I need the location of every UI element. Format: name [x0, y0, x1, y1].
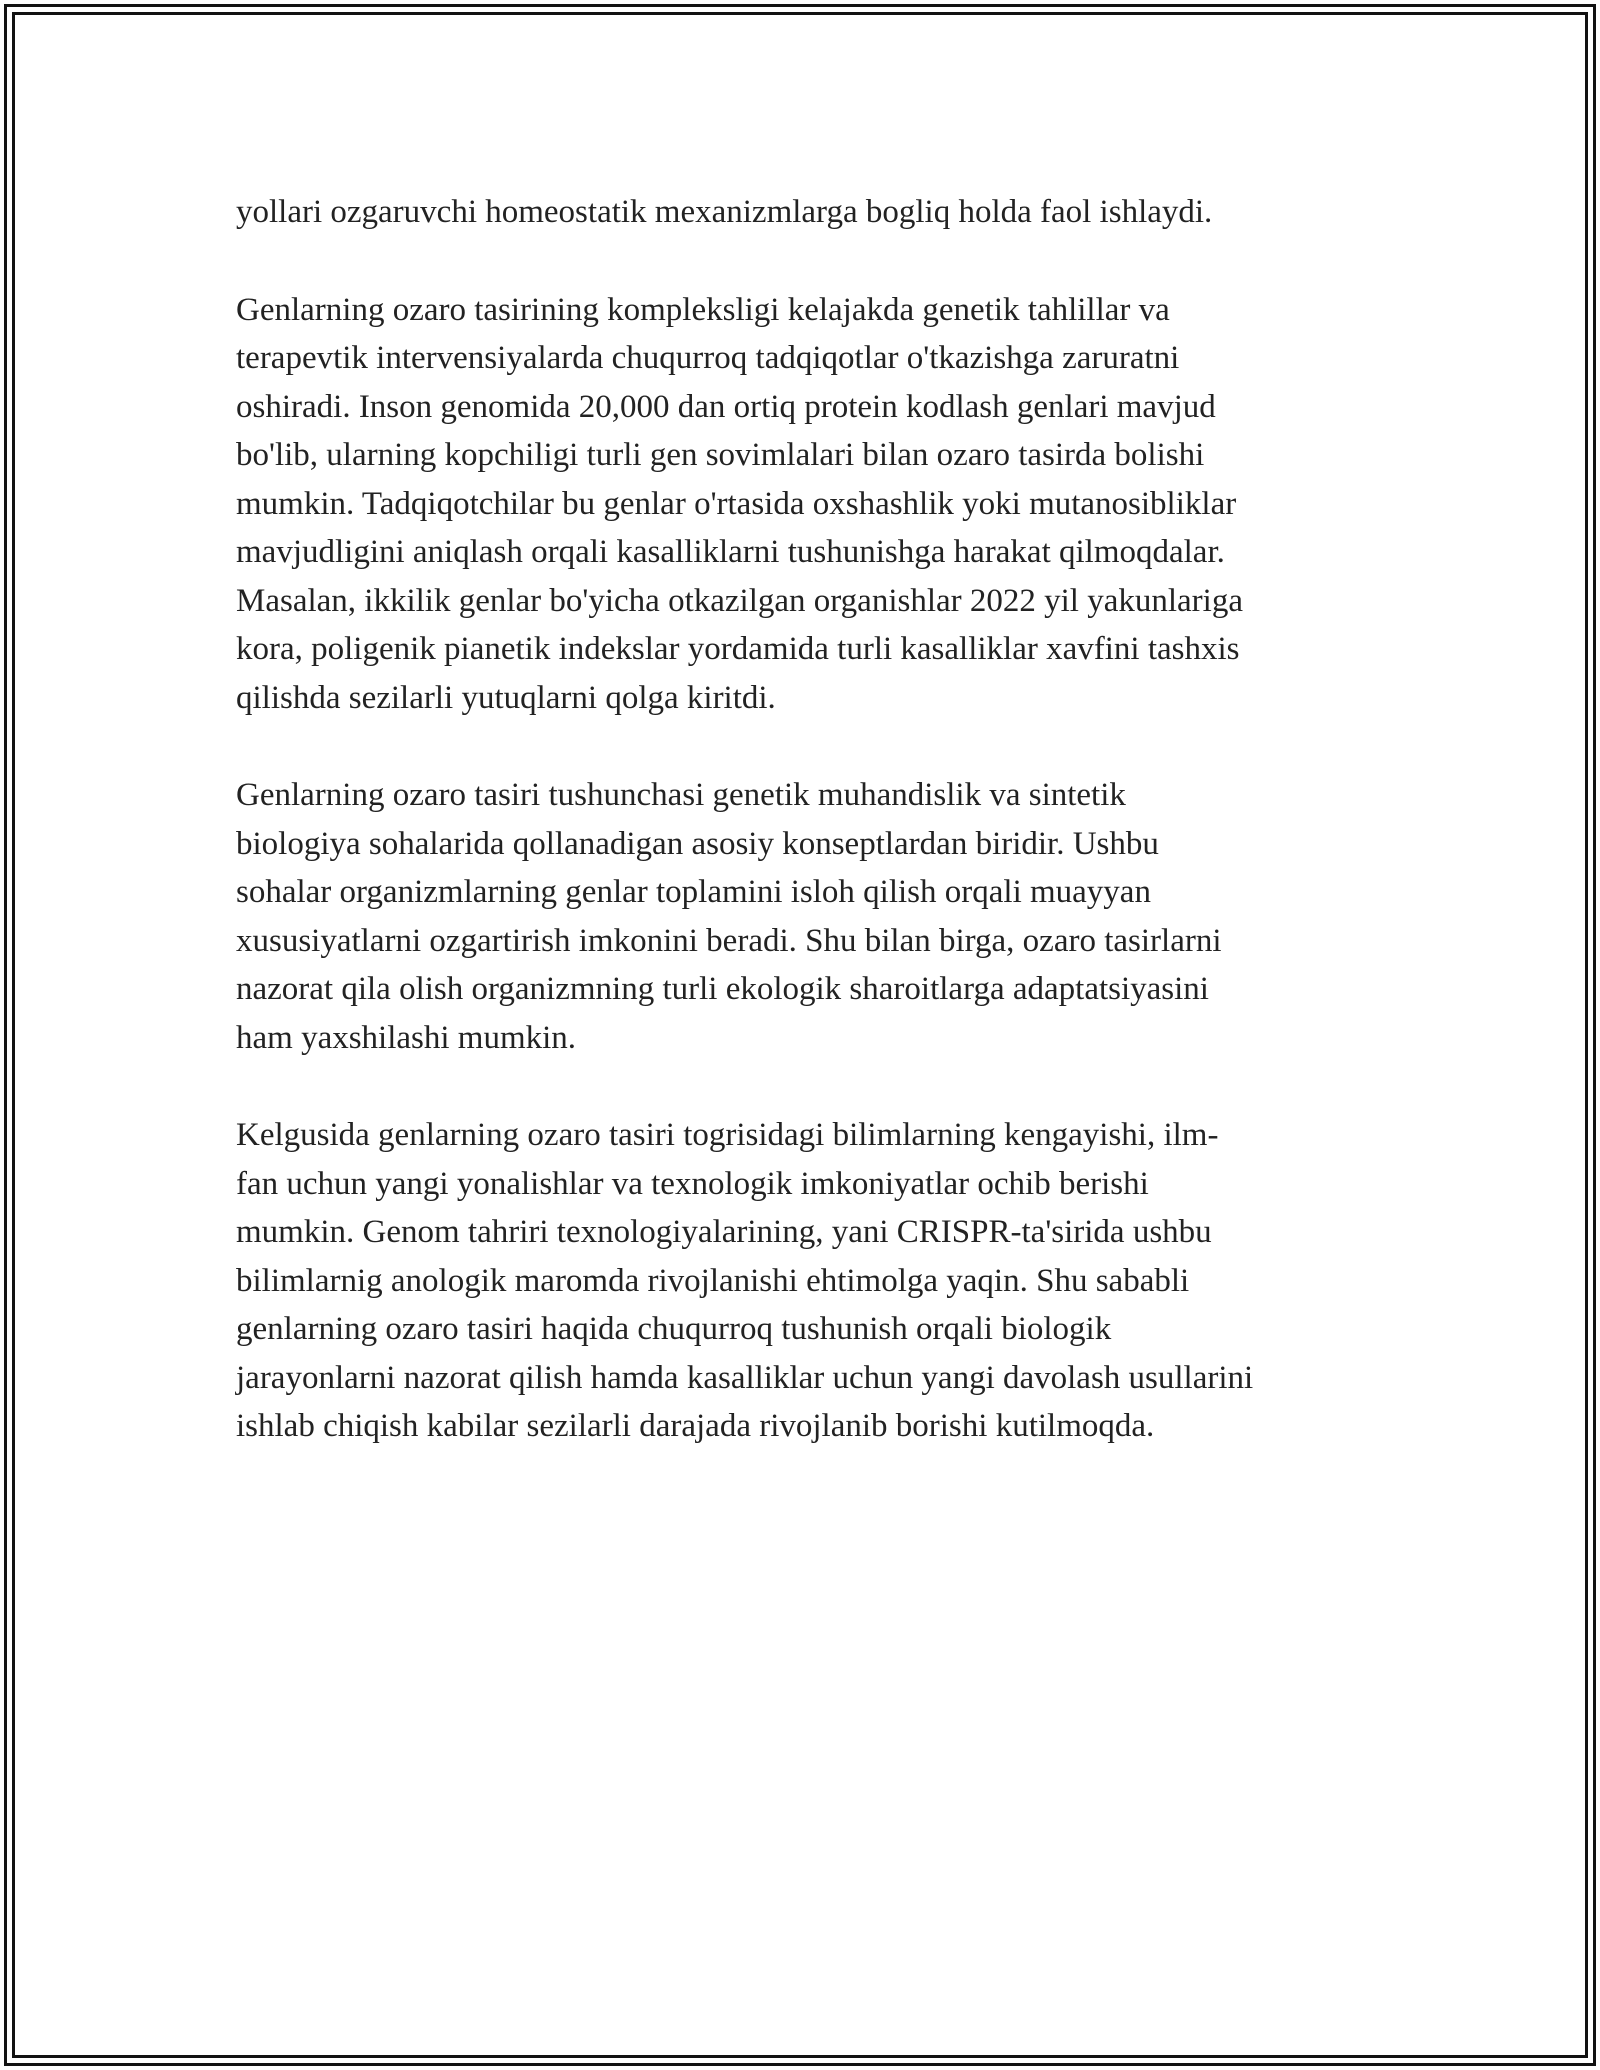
- text-line: jarayonlarni nazorat qilish hamda kasalliklar uchun yangi davolash usullarini: [236, 1359, 1254, 1396]
- text-line: biologiya sohalarida qollanadigan asosiy konseptlardan biridir. Ushbu: [236, 825, 1159, 862]
- paragraph-1: [236, 188, 1376, 237]
- text-line: terapevtik intervensiyalarda chuqurroq tadqiqotlar o'tkazishga zaruratni: [236, 340, 1180, 376]
- text-line: xususiyatlarni ozgartirish imkonini beradi. Shu bilan birga, ozaro tasirlarni: [236, 922, 1222, 959]
- text-line: sohalar organizmlarning genlar toplamini isloh qilish orqali muayyan: [236, 874, 1151, 910]
- paragraph-3: [236, 771, 1376, 1062]
- text-line: fan uchun yangi yonalishlar va texnologik imkoniyatlar ochib berishi: [236, 1165, 1149, 1202]
- text-line: bo'lib, ularning kopchiligi turli gen sovimlalari bilan ozaro tasirda bolishi: [236, 437, 1205, 473]
- text-line: ishlab chiqish kabilar sezilarli darajada rivojlanib borishi kutilmoqda.: [236, 1408, 1155, 1444]
- text-line: kora, poligenik pianetik indekslar yordamida turli kasalliklar xavfini tashxis: [236, 631, 1240, 667]
- text-line: nazorat qila olish organizmning turli ekologik sharoitlarga adaptatsiyasini: [236, 971, 1209, 1007]
- text-line: oshiradi. Inson genomida 20,000 dan ortiq protein kodlash genlari mavjud: [236, 388, 1216, 425]
- text-line: Genlarning ozaro tasirining kompleksligi kelajakda genetik tahlillar va: [236, 291, 1170, 328]
- document-body: [236, 188, 1376, 1500]
- paragraph-2: [236, 286, 1376, 723]
- text-line: Kelgusida genlarning ozaro tasiri togrisidagi bilimlarning kengayishi, ilm-: [236, 1117, 1219, 1153]
- text-line: genlarning ozaro tasiri haqida chuqurroq tushunish orqali biologik: [236, 1311, 1112, 1347]
- text-line: Masalan, ikkilik genlar bo'yicha otkazilgan organishlar 2022 yil yakunlariga: [236, 582, 1243, 619]
- text-line: qilishda sezilarli yutuqlarni qolga kiritdi.: [236, 679, 776, 716]
- paragraph-4: [236, 1111, 1376, 1451]
- text-line: mavjudligini aniqlash orqali kasalliklarni tushunishga harakat qilmoqdalar.: [236, 534, 1225, 570]
- text-line: yollari ozgaruvchi homeostatik mexanizmlarga bogliq holda faol ishlaydi.: [236, 194, 1213, 230]
- text-line: Genlarning ozaro tasiri tushunchasi genetik muhandislik va sintetik: [236, 777, 1126, 813]
- text-line: mumkin. Genom tahriri texnologiyalarining, yani CRISPR-ta'sirida ushbu: [236, 1214, 1212, 1250]
- text-line: ham yaxshilashi mumkin.: [236, 1019, 577, 1056]
- text-line: mumkin. Tadqiqotchilar bu genlar o'rtasida oxshashlik yoki mutanosibliklar: [236, 485, 1237, 522]
- text-line: bilimlarnig anologik maromda rivojlanishi ehtimolga yaqin. Shu sababli: [236, 1262, 1190, 1299]
